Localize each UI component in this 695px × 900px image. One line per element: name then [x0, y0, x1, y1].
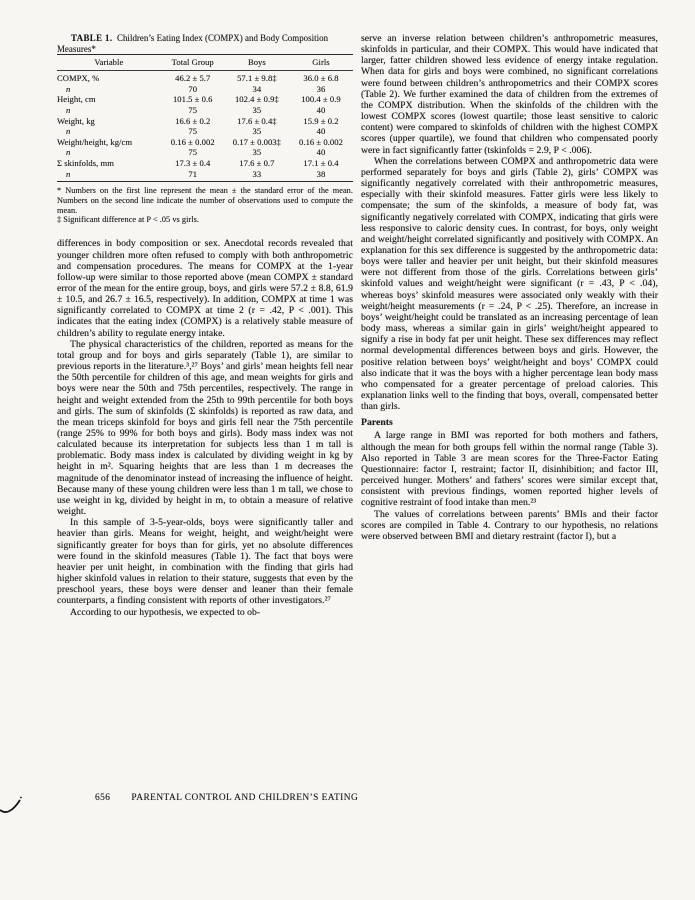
- right-column: [361, 33, 658, 542]
- table-cell-value: 36.0 ± 6.8: [303, 73, 339, 84]
- paragraph: A large range in BMI was reported for both mothers and fathers, although the mean for both groups fell within the normal range (Table 3). Also reported in Table 3 are mean scores for the Three-Factor Eating Questionnaire: factor I, restraint; factor II, disinhibition; and factor III, perceived hunger. Mothers’ and fathers’ scores were similar except that, consistent with previous findings, women reported higher levels of cognitive restraint of food intake than men.²³: [361, 430, 658, 509]
- paragraph: When the correlations between COMPX and anthropometric data were performed separately for boys and girls (Table 2), girls’ COMPX was significantly negatively correlated with their anthropometric measures, especially with their skinfold measures. Fatter girls were less likely to compensate; the sum of the skinfolds, a measure of body fat, was significantly negatively correlated with COMPX, indicating that girls were less responsive to caloric density cues. In contrast, for boys, only weight and weight/height correlated significantly and positively with COMPX. An explanation for this sex difference is suggested by the anthropometric data: boys were taller and heavier per unit height, but their skinfold measures were not different from those of the girls. Correlations between girls’ skinfold values and weight/height were significant (r = .43, P < .04), whereas boys’ skinfold measures were associated only weakly with their weight/height measurements (r = .24, P < .25). Therefore, an increase in boys’ weight/height could be translated as an increasing percentage of lean body mass, whereas a similar gain in girls’ weight/height appeared to signify a rise in body fat per unit height. These sex differences may reflect normal developmental differences between boys and girls. However, the positive relation between boys’ weight/height and boys’ COMPX could also indicate that it was the boys with a higher percentage lean body mass who compensated for a greater percentage of preload calories. This explanation links well to the finding that boys, overall, compensated better than girls.: [361, 155, 658, 413]
- table-cell-value: 71: [188, 168, 198, 179]
- table-cell-value: 102.4 ± 0.9‡: [234, 94, 279, 105]
- left-column: [57, 33, 353, 618]
- table-cell-value: 35: [252, 147, 262, 158]
- page-number: 656: [95, 793, 111, 803]
- table-cell-value: 34: [252, 83, 262, 94]
- table-cell-variable: n: [66, 126, 71, 137]
- table-cell-variable: n: [66, 147, 71, 158]
- table-cell-value: 17.6 ± 0.4‡: [237, 115, 277, 126]
- table1-caption: [57, 33, 353, 54]
- table-cell-value: 40: [316, 147, 326, 158]
- table-cell-value: 75: [188, 126, 198, 137]
- table1-block: [57, 33, 353, 225]
- table-row-n: [57, 169, 353, 182]
- table-cell-variable: Weight, kg: [57, 115, 95, 126]
- table-cell-value: 35: [252, 105, 262, 116]
- table-column-header: Girls: [289, 55, 353, 71]
- table-cell-variable: n: [66, 168, 71, 179]
- table-cell-value: 17.1 ± 0.4: [303, 158, 339, 169]
- table-cell-variable: n: [66, 83, 71, 94]
- table-column-header: Total Group: [161, 55, 225, 71]
- table1-title: Children’s Eating Index (COMPX) and Body Composition Measures*: [57, 33, 329, 54]
- table-cell-value: 75: [188, 147, 198, 158]
- paragraph: According to our hypothesis, we expected to ob-: [70, 606, 261, 618]
- table-row-n: [57, 126, 353, 137]
- table-cell-value: 38: [316, 168, 326, 179]
- table-cell-value: 0.16 ± 0.002: [299, 136, 343, 147]
- table-row: [57, 70, 353, 84]
- table-cell-variable: Σ skinfolds, mm: [57, 158, 114, 169]
- table1: [57, 54, 353, 182]
- paragraph: The values of correlations between parents’ BMIs and their factor scores are compiled in Table 4. Contrary to our hypothesis, no relations were observed between BMI and dietary restraint (factor I), but a: [361, 508, 658, 542]
- section-heading-parents: Parents: [361, 417, 393, 429]
- table-cell-value: 17.3 ± 0.4: [175, 158, 211, 169]
- table-cell-value: 40: [316, 126, 326, 137]
- table-row: [57, 116, 353, 127]
- table1-label: TABLE 1.: [71, 33, 113, 43]
- paragraph: The physical characteristics of the children, reported as means for the total group and for boys and girls separately (Table 1), are similar to previous reports in the literature.³,²⁷ Boys’ and girls’ mean heights fell near the 50th percentile for children of this age, and mean weights for girls and boys were near the 50th and 75th percentiles, respectively. The range in height and weight extended from the 25th to 99th percentile for both boys and girls. The sum of skinfolds (Σ skinfolds) is reported as raw data, and the mean triceps skinfold for boys and girls fell near the 75th percentile (range 25% to 99% for both boys and girls). Body mass index was not calculated because its interpretation for subjects less than 1 m tall is problematic. Body mass index is calculated by dividing weight in kg by height in m². Squaring heights that are less than 1 m decreases the magnitude of the denominator instead of increasing the influence of height. Because many of these young children were less than 1 m tall, we chose to use weight in kg, divided by height in m, to obtain a measure of relative weight.: [57, 338, 353, 518]
- left-column-text: [57, 238, 353, 617]
- table-cell-value: 0.16 ± 0.002: [170, 136, 215, 147]
- page-footer: [95, 793, 358, 803]
- table-cell-value: 70: [188, 83, 198, 94]
- table-cell-value: 57.1 ± 9.8‡: [237, 73, 277, 84]
- table-cell-variable: Height, cm: [57, 94, 96, 105]
- table-cell-variable: Weight/height, kg/cm: [57, 136, 133, 147]
- table-cell-value: 100.4 ± 0.9: [301, 94, 341, 105]
- table-cell-value: 36: [316, 83, 326, 94]
- table-row: [57, 94, 353, 105]
- table-cell-value: 33: [252, 168, 262, 179]
- table-cell-value: 46.2 ± 5.7: [175, 73, 211, 84]
- table-footnote: ‡ Significant difference at P < .05 vs girls.: [57, 215, 199, 225]
- table-column-header: Variable: [57, 55, 161, 71]
- table-cell-value: 101.5 ± 0.6: [172, 94, 213, 105]
- table1-body: [57, 70, 353, 181]
- table-cell-value: 35: [252, 126, 262, 137]
- table-cell-value: 15.9 ± 0.2: [303, 115, 339, 126]
- table1-header: [57, 55, 353, 71]
- paragraph: In this sample of 3-5-year-olds, boys were significantly taller and heavier than girls. Means for weight, height, and weight/height were significantly greater for boys than for girls, yet no absolute differences were found in the skinfold measures (Table 1). The fact that boys were heavier per unit height, in combination with the finding that girls had higher skinfold values in relation to their stature, suggests that even by the preschool years, these boys were denser and leaner than their female counterparts, a finding consistent with reports of other investigators.²⁷: [57, 517, 353, 607]
- table-row: [57, 137, 353, 148]
- table-cell-value: 40: [316, 105, 326, 116]
- table-cell-variable: n: [66, 105, 71, 116]
- table-cell-value: 16.6 ± 0.2: [175, 115, 211, 126]
- table-footnote: * Numbers on the first line represent the mean ± the standard error of the mean. Numbers on the second line indicate the number of observations used to compute the mean.: [57, 185, 353, 215]
- table-cell-value: 75: [188, 105, 198, 116]
- table-cell-variable: COMPX, %: [57, 73, 100, 84]
- table-row-n: [57, 84, 353, 95]
- table-row-n: [57, 105, 353, 116]
- table1-footnotes: [57, 186, 353, 226]
- table-cell-value: 17.6 ± 0.7: [239, 158, 275, 169]
- table-row: [57, 158, 353, 169]
- scan-artifact-mark: [0, 796, 40, 836]
- paragraph: serve an inverse relation between children’s anthropometric measures, skinfolds in particular, and their COMPX. This would have indicated that larger, fatter children showed less evidence of energy intake regulation. When data for girls and boys were combined, no significant correlations were found between children’s anthropometrics and their COMPX scores (Table 2). We further examined the data of children from the extremes of the COMPX distribution. When the skinfolds of the children with the lowest COMPX scores (lowest quartile; those least sensitive to caloric content) were compared to skinfolds of children with the highest COMPX scores (upper quartile), we found that children who compensated poorly were in fact significantly fatter (tskinfolds = 2.9, P < .006).: [361, 33, 658, 156]
- table-cell-value: 0.17 ± 0.003‡: [232, 136, 281, 147]
- running-head: PARENTAL CONTROL AND CHILDREN’S EATING: [131, 793, 359, 803]
- table1-header-row: [57, 55, 353, 71]
- table-column-header: Boys: [225, 55, 289, 71]
- table-row-n: [57, 147, 353, 158]
- paragraph: differences in body composition or sex. Anecdotal records revealed that younger children more often refused to comply with both anthropometric and compensation procedures. The means for COMPX at the 1-year follow-up were similar to those reported above (mean COMPX ± standard error of the mean for the entire group, boys, and girls were 57.2 ± 8.8, 61.9 ± 10.5, and 26.7 ± 16.5, respectively). In addition, COMPX at time 1 was significantly correlated to COMPX at time 2 (r = .42, P < .001). This indicates that the eating index (COMPX) is a relatively stable measure of children’s ability to regulate energy intake.: [57, 238, 353, 339]
